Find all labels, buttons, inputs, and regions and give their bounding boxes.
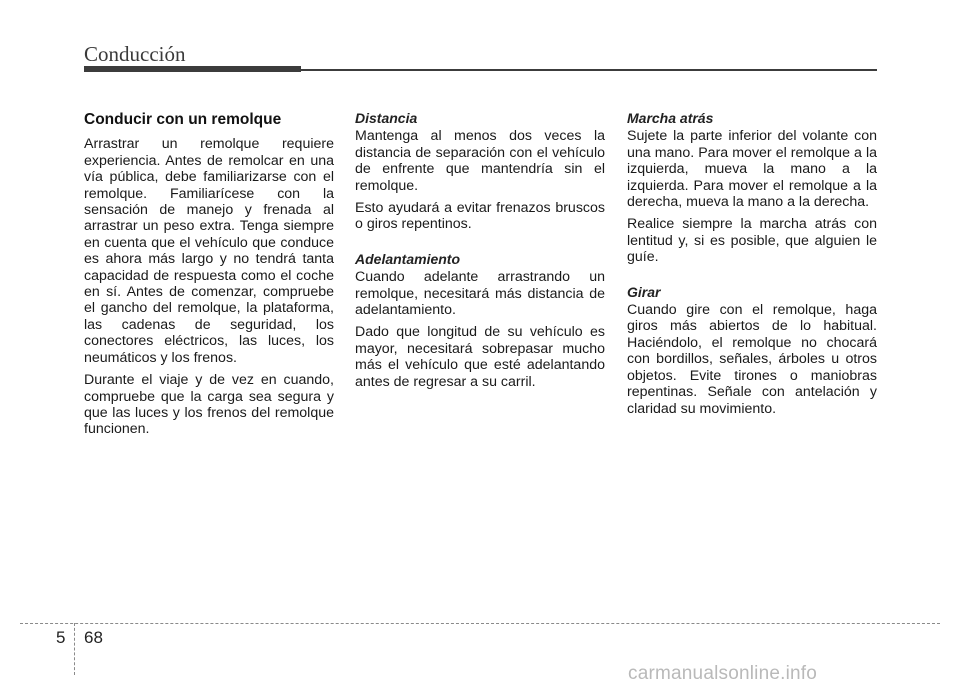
paragraph-reversing-2: Realice siempre la marcha atrás con lentitud y, si es posible, que alguien le guíe. [627, 216, 877, 266]
paragraph-distance-1: Mantenga al menos dos veces la distancia de separación con el vehículo de enfrente que mantendría sin el remolque. [355, 128, 605, 194]
paragraph-reversing-1: Sujete la parte inferior del volante con una mano. Para mover el remolque a la izquierda, mueva la mano a la izquierda. Para mover el remolque a la derecha, mueva la mano a la derecha. [627, 128, 877, 211]
chapter-number: 5 [56, 628, 66, 647]
column-2 [355, 110, 605, 396]
column-3 [627, 110, 877, 423]
heading-reversing: Marcha atrás [627, 110, 714, 126]
page-number: 68 [84, 628, 103, 647]
section-title: Conducción [84, 42, 186, 66]
title-underline-thin [301, 69, 877, 71]
heading-overtaking: Adelantamiento [355, 250, 461, 267]
paragraph-turning: Cuando gire con el remolque, haga giros más abiertos de lo habitual. Haciéndolo, el remolque no chocará con bordillos, señales, árboles u otros objetos. Evite tirones o maniobras repentinas. Señale con antelación y claridad su movimiento. [627, 302, 877, 417]
watermark: carmanualsonline.info [628, 663, 818, 684]
footer-divider [20, 623, 940, 624]
paragraph-towing-intro: Arrastrar un remolque requiere experiencia. Antes de remolcar en una vía pública, debe familiarizarse con el remolque. Familiarícese con la sensación de manejo y frenada al arrastrar un peso extra. Tenga siempre en cuenta que el vehículo que conduce es ahora más largo y no tendrá tanta capacidad de respuesta como el coche en sí. Antes de comenzar, compruebe el gancho del remolque, la plataforma, las cadenas de seguridad, los conectores eléctricos, las luces, los neumáticos y los frenos. [84, 136, 334, 366]
paragraph-towing-checks: Durante el viaje y de vez en cuando, compruebe que la carga sea segura y que las luces y los frenos del remolque funcionen. [84, 372, 334, 438]
paragraph-overtaking-1: Cuando adelante arrastrando un remolque, necesitará más distancia de adelantamiento. [355, 269, 605, 319]
heading-turning: Girar [627, 283, 661, 300]
column-1 [84, 108, 334, 444]
heading-towing: Conducir con un remolque [84, 111, 282, 128]
paragraph-overtaking-2: Dado que longitud de su vehículo es mayor, necesitará sobrepasar mucho más el vehículo que esté adelantando antes de regresar a su carril. [355, 324, 605, 390]
footer-page-separator [74, 623, 75, 675]
title-underline-thick [84, 66, 301, 72]
paragraph-distance-2: Esto ayudará a evitar frenazos bruscos o giros repentinos. [355, 200, 605, 233]
heading-distance: Distancia [355, 110, 418, 126]
